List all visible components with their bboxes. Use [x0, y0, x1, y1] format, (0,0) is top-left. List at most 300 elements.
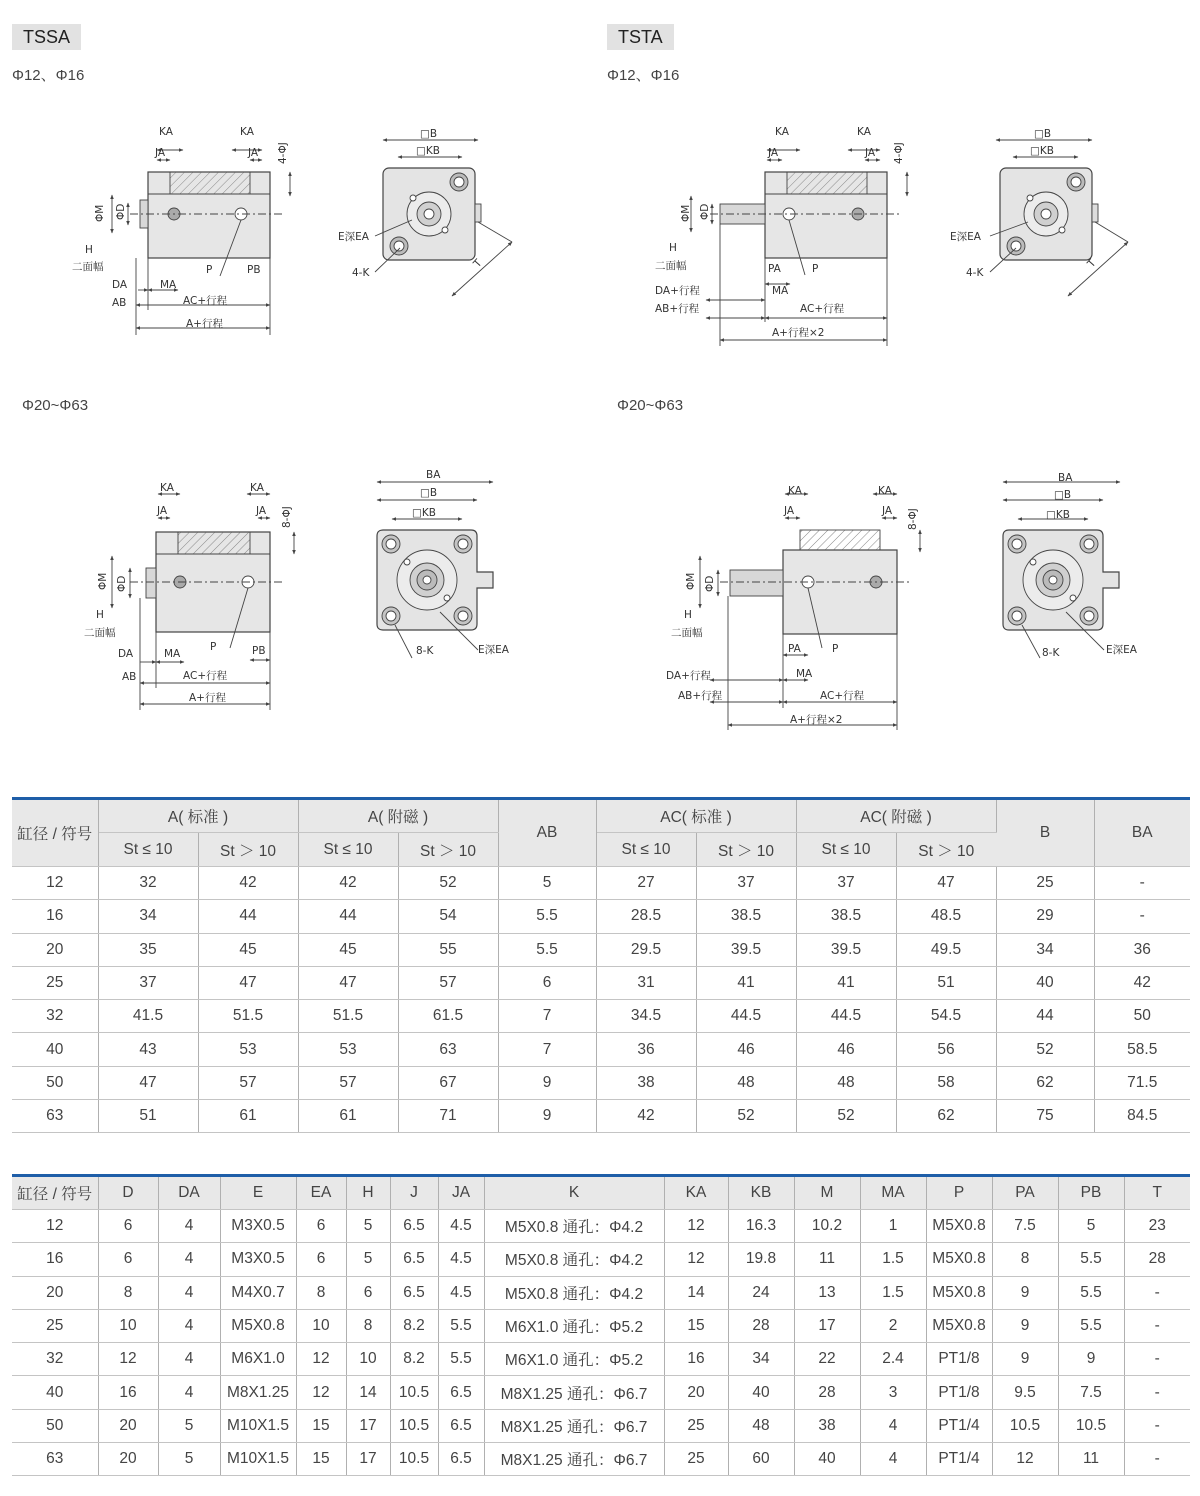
table-row [12, 966, 1190, 999]
value-cell: 9 [992, 1309, 1058, 1342]
value-cell: 32 [98, 867, 198, 900]
value-cell: 84.5 [1094, 1100, 1190, 1133]
label-phi-m: ΦM [685, 572, 697, 590]
label-ka: KA [159, 126, 173, 138]
value-cell: 20 [98, 1409, 158, 1442]
table2-header-cell: T [1124, 1176, 1190, 1210]
value-cell: 35 [98, 933, 198, 966]
value-cell: 60 [728, 1443, 794, 1476]
value-cell: 28.5 [596, 900, 696, 933]
value-cell: 19.8 [728, 1243, 794, 1276]
value-cell: 5.5 [498, 900, 596, 933]
label-ja: JA [256, 505, 267, 517]
value-cell: M3X0.5 [220, 1243, 296, 1276]
value-cell: 62 [996, 1066, 1094, 1099]
bore-cell: 12 [12, 867, 98, 900]
value-cell: 6.5 [390, 1243, 438, 1276]
dimension-table-2 [12, 1174, 1190, 1476]
label-phi-d: ΦD [699, 203, 711, 220]
value-cell: PT1/8 [926, 1343, 992, 1376]
value-cell: 15 [296, 1443, 346, 1476]
value-cell: 20 [664, 1376, 728, 1409]
value-cell: 52 [796, 1100, 896, 1133]
value-cell: 40 [996, 966, 1094, 999]
value-cell: 16.3 [728, 1210, 794, 1243]
label-b: □B [420, 487, 438, 499]
label-pb: PB [247, 264, 261, 276]
value-cell: 57 [198, 1066, 298, 1099]
value-cell: 52 [398, 867, 498, 900]
value-cell: 6.5 [390, 1210, 438, 1243]
table-row [12, 1000, 1190, 1033]
label-p: P [210, 641, 217, 653]
value-cell: 43 [98, 1033, 198, 1066]
value-cell: 5.5 [1058, 1276, 1124, 1309]
value-cell: 36 [1094, 933, 1190, 966]
table1-header-ac-std: AC( 标准 ) [596, 799, 796, 833]
value-cell: 75 [996, 1100, 1094, 1133]
table1-header-ba: BA [1094, 799, 1190, 867]
label-ja: JA [155, 147, 166, 159]
dimension-table-1 [12, 797, 1190, 1133]
value-cell: M5X0.8 通孔：Φ4.2 [484, 1243, 664, 1276]
label-phi-m: ΦM [680, 204, 692, 222]
value-cell: 10.5 [390, 1409, 438, 1442]
value-cell: 34 [996, 933, 1094, 966]
table1-header-ab: AB [498, 799, 596, 867]
value-cell: 44.5 [696, 1000, 796, 1033]
value-cell: 1.5 [860, 1243, 926, 1276]
value-cell: 6 [346, 1276, 390, 1309]
value-cell: 42 [1094, 966, 1190, 999]
value-cell: 16 [664, 1343, 728, 1376]
tssa-size-small: Φ12、Φ16 [12, 67, 85, 84]
value-cell: - [1124, 1376, 1190, 1409]
label-ka: KA [240, 126, 254, 138]
label-ja: JA [248, 147, 259, 159]
value-cell: 57 [398, 966, 498, 999]
value-cell: 56 [896, 1033, 996, 1066]
value-cell: 15 [296, 1409, 346, 1442]
value-cell: 52 [996, 1033, 1094, 1066]
table-row [12, 1343, 1190, 1376]
value-cell: 14 [664, 1276, 728, 1309]
value-cell: 6.5 [438, 1443, 484, 1476]
value-cell: 29.5 [596, 933, 696, 966]
table2-header-cell: EA [296, 1176, 346, 1210]
bore-cell: 20 [12, 1276, 98, 1309]
bore-cell: 16 [12, 900, 98, 933]
label-ac-stroke: AC+行程 [183, 670, 228, 682]
table2-header-cell: PA [992, 1176, 1058, 1210]
value-cell: M8X1.25 通孔：Φ6.7 [484, 1376, 664, 1409]
table1-header-b: B [996, 799, 1094, 867]
value-cell: 42 [298, 867, 398, 900]
value-cell: 37 [796, 867, 896, 900]
table2-header-cell: K [484, 1176, 664, 1210]
value-cell: 46 [696, 1033, 796, 1066]
value-cell: - [1124, 1309, 1190, 1342]
value-cell: - [1094, 900, 1190, 933]
label-j: 4-ΦJ [277, 142, 289, 164]
value-cell: 8.2 [390, 1343, 438, 1376]
bore-cell: 25 [12, 966, 98, 999]
value-cell: 71.5 [1094, 1066, 1190, 1099]
label-j: 8-ΦJ [907, 508, 919, 530]
bore-cell: 25 [12, 1309, 98, 1342]
tssa-tag: TSSA [12, 24, 81, 50]
label-ja: JA [865, 147, 876, 159]
value-cell: 5.5 [438, 1343, 484, 1376]
label-pa: PA [768, 263, 781, 275]
value-cell: 52 [696, 1100, 796, 1133]
value-cell: 38.5 [696, 900, 796, 933]
value-cell: - [1094, 867, 1190, 900]
label-ma: MA [164, 648, 181, 660]
value-cell: 36 [596, 1033, 696, 1066]
value-cell: 51 [98, 1100, 198, 1133]
bore-cell: 20 [12, 933, 98, 966]
value-cell: 25 [996, 867, 1094, 900]
label-ka: KA [857, 126, 871, 138]
value-cell: 5.5 [1058, 1243, 1124, 1276]
table2-header-cell: KB [728, 1176, 794, 1210]
value-cell: M5X0.8 [926, 1276, 992, 1309]
table-row [12, 1100, 1190, 1133]
value-cell: M6X1.0 [220, 1343, 296, 1376]
value-cell: 4 [158, 1210, 220, 1243]
value-cell: 4 [158, 1276, 220, 1309]
table-row [12, 933, 1190, 966]
value-cell: 12 [296, 1343, 346, 1376]
table-row [12, 1409, 1190, 1442]
value-cell: 44 [298, 900, 398, 933]
value-cell: 14 [346, 1376, 390, 1409]
value-cell: 47 [298, 966, 398, 999]
label-ab: AB [122, 671, 137, 683]
label-t: T [471, 257, 485, 271]
label-h-desc: 二面幅 [655, 260, 687, 272]
tsta-tag: TSTA [607, 24, 674, 50]
tsta-size-large: Φ20~Φ63 [617, 397, 684, 414]
table2-header-cell: E [220, 1176, 296, 1210]
table1-body [12, 867, 1190, 1133]
table1-header-bore: 缸径 / 符号 [12, 799, 98, 867]
label-j: 8-ΦJ [281, 506, 293, 528]
table2-header-row [12, 1176, 1190, 1210]
value-cell: 37 [696, 867, 796, 900]
value-cell: 10.5 [992, 1409, 1058, 1442]
value-cell: 17 [346, 1443, 390, 1476]
value-cell: 6 [296, 1210, 346, 1243]
bore-cell: 63 [12, 1443, 98, 1476]
label-b: □B [1034, 128, 1052, 140]
table-row [12, 1376, 1190, 1409]
value-cell: 40 [794, 1443, 860, 1476]
table2-header-cell: M [794, 1176, 860, 1210]
value-cell: M3X0.5 [220, 1210, 296, 1243]
value-cell: 47 [98, 1066, 198, 1099]
bore-cell: 16 [12, 1243, 98, 1276]
bore-cell: 50 [12, 1409, 98, 1442]
value-cell: 54 [398, 900, 498, 933]
value-cell: 10.5 [390, 1376, 438, 1409]
value-cell: 44 [996, 1000, 1094, 1033]
label-ac-stroke: AC+行程 [800, 303, 845, 315]
value-cell: 28 [728, 1309, 794, 1342]
value-cell: 49.5 [896, 933, 996, 966]
value-cell: 24 [728, 1276, 794, 1309]
label-da: DA [112, 279, 128, 291]
table2-header-cell: J [390, 1176, 438, 1210]
value-cell: 9 [992, 1343, 1058, 1376]
label-p: P [206, 264, 213, 276]
value-cell: 6 [98, 1210, 158, 1243]
value-cell: 9 [498, 1100, 596, 1133]
label-ja: JA [768, 147, 779, 159]
value-cell: 55 [398, 933, 498, 966]
value-cell: 7.5 [1058, 1376, 1124, 1409]
label-ba: BA [426, 469, 441, 481]
label-ma: MA [772, 285, 789, 297]
value-cell: 41 [696, 966, 796, 999]
value-cell: 3 [860, 1376, 926, 1409]
value-cell: 28 [1124, 1243, 1190, 1276]
label-kb: □KB [1046, 509, 1071, 521]
value-cell: 54.5 [896, 1000, 996, 1033]
value-cell: 1.5 [860, 1276, 926, 1309]
value-cell: 41 [796, 966, 896, 999]
value-cell: 15 [664, 1309, 728, 1342]
value-cell: 28 [794, 1376, 860, 1409]
value-cell: 41.5 [98, 1000, 198, 1033]
value-cell: - [1124, 1276, 1190, 1309]
label-k: 4-K [352, 267, 370, 279]
value-cell: 51.5 [298, 1000, 398, 1033]
label-e-ea: E深EA [950, 231, 981, 243]
value-cell: 10 [296, 1309, 346, 1342]
label-phi-d: ΦD [115, 203, 127, 220]
label-da: DA [118, 648, 134, 660]
value-cell: M10X1.5 [220, 1409, 296, 1442]
value-cell: 48 [796, 1066, 896, 1099]
value-cell: 6.5 [390, 1276, 438, 1309]
value-cell: PT1/8 [926, 1376, 992, 1409]
label-t: T [1085, 257, 1099, 271]
value-cell: 53 [198, 1033, 298, 1066]
label-kb: □KB [416, 145, 441, 157]
table2-header-cell: JA [438, 1176, 484, 1210]
table2-header-cell: P [926, 1176, 992, 1210]
table-row [12, 1243, 1190, 1276]
label-b: □B [1054, 489, 1072, 501]
value-cell: 25 [664, 1443, 728, 1476]
value-cell: 4 [158, 1343, 220, 1376]
value-cell: 61.5 [398, 1000, 498, 1033]
label-a-stroke: A+行程 [186, 318, 223, 330]
label-da-stroke: DA+行程 [666, 670, 711, 682]
label-h: H [684, 609, 692, 621]
value-cell: M4X0.7 [220, 1276, 296, 1309]
value-cell: 38 [794, 1409, 860, 1442]
label-e-ea: E深EA [478, 644, 509, 656]
value-cell: 38 [596, 1066, 696, 1099]
value-cell: 42 [596, 1100, 696, 1133]
value-cell: 39.5 [796, 933, 896, 966]
label-a-stroke2: A+行程×2 [772, 327, 825, 339]
value-cell: 20 [98, 1443, 158, 1476]
value-cell: 17 [794, 1309, 860, 1342]
table2-header-cell: KA [664, 1176, 728, 1210]
value-cell: 46 [796, 1033, 896, 1066]
table2-header-cell: 缸径 / 符号 [12, 1176, 98, 1210]
value-cell: 44.5 [796, 1000, 896, 1033]
table1-subheader: St ≤ 10 [596, 833, 696, 867]
value-cell: 58.5 [1094, 1033, 1190, 1066]
label-kb: □KB [1030, 145, 1055, 157]
value-cell: 42 [198, 867, 298, 900]
value-cell: 48 [728, 1409, 794, 1442]
label-j: 4-ΦJ [893, 142, 905, 164]
bore-cell: 32 [12, 1000, 98, 1033]
value-cell: 8.2 [390, 1309, 438, 1342]
label-p: P [832, 643, 839, 655]
table-row [12, 1309, 1190, 1342]
value-cell: - [1124, 1443, 1190, 1476]
table2-header-cell: PB [1058, 1176, 1124, 1210]
bore-cell: 40 [12, 1376, 98, 1409]
value-cell: 4.5 [438, 1276, 484, 1309]
label-ja: JA [784, 505, 795, 517]
value-cell: 63 [398, 1033, 498, 1066]
label-ac-stroke: AC+行程 [183, 295, 228, 307]
value-cell: 5 [498, 867, 596, 900]
value-cell: 6.5 [438, 1409, 484, 1442]
table1-subheader: St ≤ 10 [98, 833, 198, 867]
bore-cell: 50 [12, 1066, 98, 1099]
value-cell: 4 [158, 1309, 220, 1342]
table2-header-cell: MA [860, 1176, 926, 1210]
table-row [12, 1210, 1190, 1243]
value-cell: M8X1.25 通孔：Φ6.7 [484, 1443, 664, 1476]
value-cell: 10.5 [390, 1443, 438, 1476]
value-cell: 4 [860, 1409, 926, 1442]
table1-subheader: St ＞ 10 [696, 833, 796, 867]
label-phi-m: ΦM [97, 572, 109, 590]
table-row [12, 1066, 1190, 1099]
value-cell: 8 [992, 1243, 1058, 1276]
table2-header-cell: H [346, 1176, 390, 1210]
label-ka: KA [160, 482, 174, 494]
table1-header-ac-mag: AC( 附磁 ) [796, 799, 996, 833]
label-ab: AB [112, 297, 127, 309]
value-cell: 8 [296, 1276, 346, 1309]
value-cell: 71 [398, 1100, 498, 1133]
value-cell: 57 [298, 1066, 398, 1099]
value-cell: M5X0.8 [926, 1210, 992, 1243]
label-a-stroke: A+行程 [189, 692, 226, 704]
label-phi-d: ΦD [704, 575, 716, 592]
label-h-desc: 二面幅 [84, 627, 116, 639]
value-cell: 62 [896, 1100, 996, 1133]
table-row [12, 1033, 1190, 1066]
label-ma: MA [796, 668, 813, 680]
value-cell: 12 [992, 1443, 1058, 1476]
value-cell: M5X0.8 通孔：Φ4.2 [484, 1276, 664, 1309]
label-ma: MA [160, 279, 177, 291]
value-cell: 67 [398, 1066, 498, 1099]
table-row [12, 900, 1190, 933]
value-cell: 44 [198, 900, 298, 933]
value-cell: M10X1.5 [220, 1443, 296, 1476]
value-cell: PT1/4 [926, 1443, 992, 1476]
value-cell: 4 [860, 1443, 926, 1476]
value-cell: 31 [596, 966, 696, 999]
label-da-stroke: DA+行程 [655, 285, 700, 297]
table1-subheader: St ＞ 10 [896, 833, 996, 867]
value-cell: 7 [498, 1000, 596, 1033]
value-cell: 39.5 [696, 933, 796, 966]
value-cell: 2 [860, 1309, 926, 1342]
value-cell: 6 [98, 1243, 158, 1276]
value-cell: 40 [728, 1376, 794, 1409]
value-cell: 4 [158, 1376, 220, 1409]
value-cell: 12 [664, 1210, 728, 1243]
value-cell: 22 [794, 1343, 860, 1376]
label-b: □B [420, 128, 438, 140]
value-cell: M6X1.0 通孔：Φ5.2 [484, 1343, 664, 1376]
value-cell: 16 [98, 1376, 158, 1409]
table2-header-cell: DA [158, 1176, 220, 1210]
label-k: 8-K [416, 645, 434, 657]
table1-subheader: St ≤ 10 [298, 833, 398, 867]
value-cell: 5.5 [498, 933, 596, 966]
value-cell: PT1/4 [926, 1409, 992, 1442]
value-cell: 4.5 [438, 1210, 484, 1243]
value-cell: 5.5 [438, 1309, 484, 1342]
label-phi-d: ΦD [116, 575, 128, 592]
value-cell: 48.5 [896, 900, 996, 933]
table2-header-cell: D [98, 1176, 158, 1210]
label-p: P [812, 263, 819, 275]
value-cell: 34 [728, 1343, 794, 1376]
value-cell: 12 [98, 1343, 158, 1376]
value-cell: 9 [498, 1066, 596, 1099]
label-ja: JA [157, 505, 168, 517]
table-row [12, 867, 1190, 900]
label-h: H [96, 609, 104, 621]
value-cell: M5X0.8 通孔：Φ4.2 [484, 1210, 664, 1243]
value-cell: 1 [860, 1210, 926, 1243]
label-h-desc: 二面幅 [72, 261, 104, 273]
value-cell: 10.2 [794, 1210, 860, 1243]
bore-cell: 32 [12, 1343, 98, 1376]
value-cell: 8 [346, 1309, 390, 1342]
value-cell: 8 [98, 1276, 158, 1309]
label-ab-stroke: AB+行程 [678, 690, 723, 702]
label-e-ea: E深EA [1106, 644, 1137, 656]
value-cell: 10 [98, 1309, 158, 1342]
label-ja: JA [882, 505, 893, 517]
table1-header-a-mag: A( 附磁 ) [298, 799, 498, 833]
label-ka: KA [878, 485, 892, 497]
tssa-size-large: Φ20~Φ63 [22, 397, 89, 414]
value-cell: 10 [346, 1343, 390, 1376]
value-cell: 5 [158, 1409, 220, 1442]
label-kb: □KB [412, 507, 437, 519]
value-cell: 6 [498, 966, 596, 999]
value-cell: 61 [198, 1100, 298, 1133]
